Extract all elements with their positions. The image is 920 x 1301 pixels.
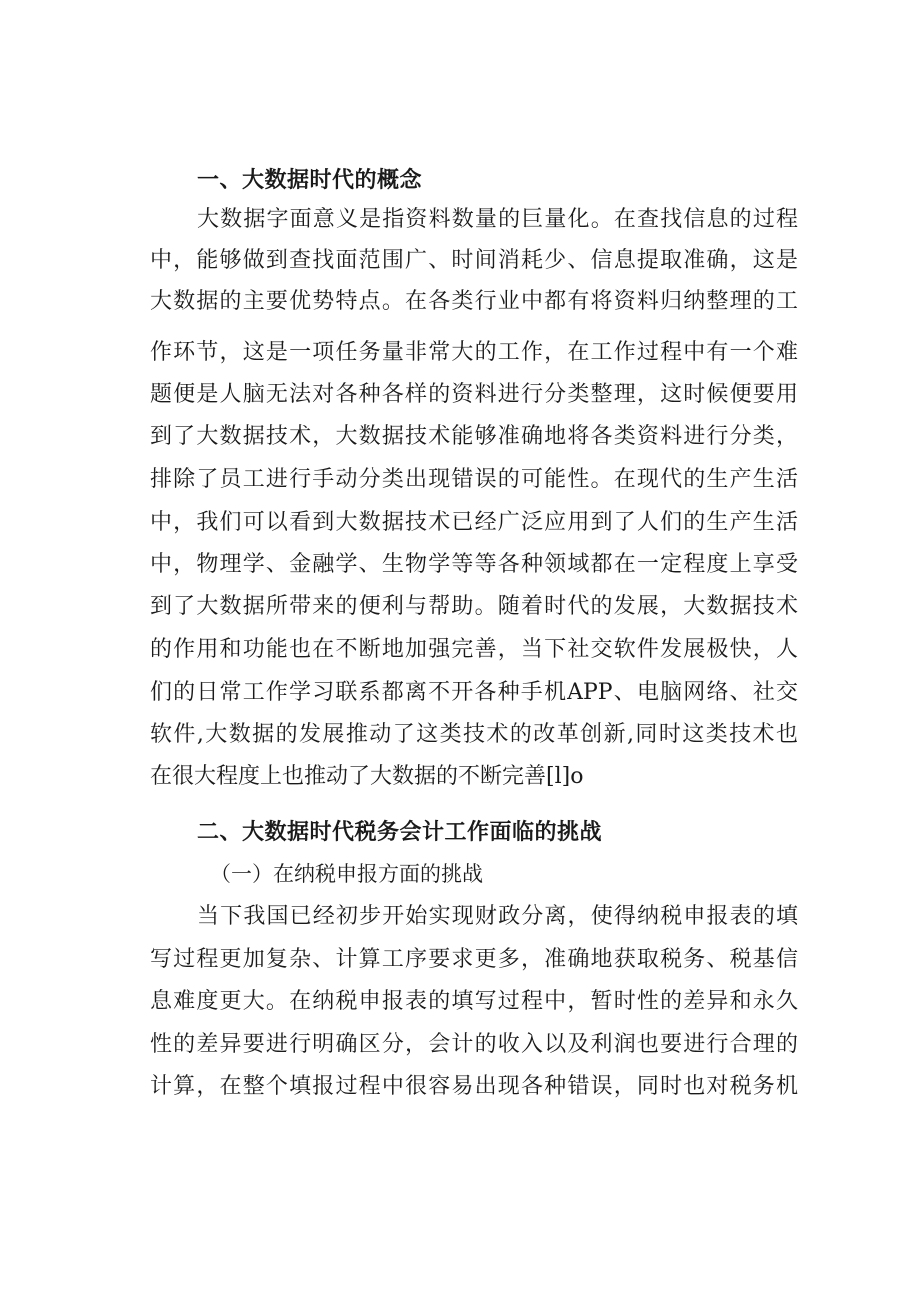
paragraph-line: 息难度更大。在纳税申报表的填写过程中，暂时性的差异和永久 — [150, 989, 798, 1014]
paragraph-line: 写过程更加复杂、计算工序要求更多，准确地获取税务、税基信 — [150, 947, 798, 972]
paragraph-line: 大数据的主要优势特点。在各类行业中都有将资料归纳整理的工 — [150, 289, 798, 314]
paragraph-line: 大数据字面意义是指资料数量的巨量化。在查找信息的过程 — [197, 207, 798, 232]
paragraph-line: 作环节，这是一项任务量非常大的工作，在工作过程中有一个难 — [150, 340, 798, 365]
paragraph-line: 到了大数据所带来的便利与帮助。随着时代的发展，大数据技术 — [150, 594, 798, 619]
paragraph-line: 计算，在整个填报过程中很容易出现各种错误，同时也对税务机 — [150, 1074, 798, 1099]
paragraph-line: 到了大数据技术，大数据技术能够准确地将各类资料进行分类， — [150, 424, 798, 449]
paragraph-line: 中，物理学、金融学、生物学等等各种领域都在一定程度上享受 — [150, 552, 798, 577]
paragraph-line: 排除了员工进行手动分类出现错误的可能性。在现代的生产生活 — [150, 467, 798, 492]
paragraph-line: 中，我们可以看到大数据技术已经广泛应用到了人们的生产生活 — [150, 510, 798, 535]
section-1-heading: 一、大数据时代的概念 — [197, 168, 423, 193]
paragraph-line: 们的日常工作学习联系都离不开各种手机APP、电脑网络、社交 — [150, 680, 798, 705]
paragraph-line: 中，能够做到查找面范围广、时间消耗少、信息提取准确，这是 — [150, 248, 798, 273]
paragraph-line: 在很大程度上也推动了大数据的不断完善[l]o — [150, 764, 584, 789]
section-2-subheading: （一）在纳税申报方面的挑战 — [210, 862, 483, 886]
paragraph-line: 当下我国已经初步开始实现财政分离，使得纳税申报表的填 — [197, 904, 798, 929]
section-2-heading: 二、大数据时代税务会计工作面临的挑战 — [197, 820, 603, 845]
paragraph-line: 性的差异要进行明确区分，会计的收入以及利润也要进行合理的 — [150, 1032, 798, 1057]
paragraph-line: 软件,大数据的发展推动了这类技术的改革创新,同时这类技术也 — [150, 722, 798, 747]
paragraph-line: 题便是人脑无法对各种各样的资料进行分类整理，这时候便要用 — [150, 382, 798, 407]
paragraph-line: 的作用和功能也在不断地加强完善，当下社交软件发展极快，人 — [150, 637, 798, 662]
